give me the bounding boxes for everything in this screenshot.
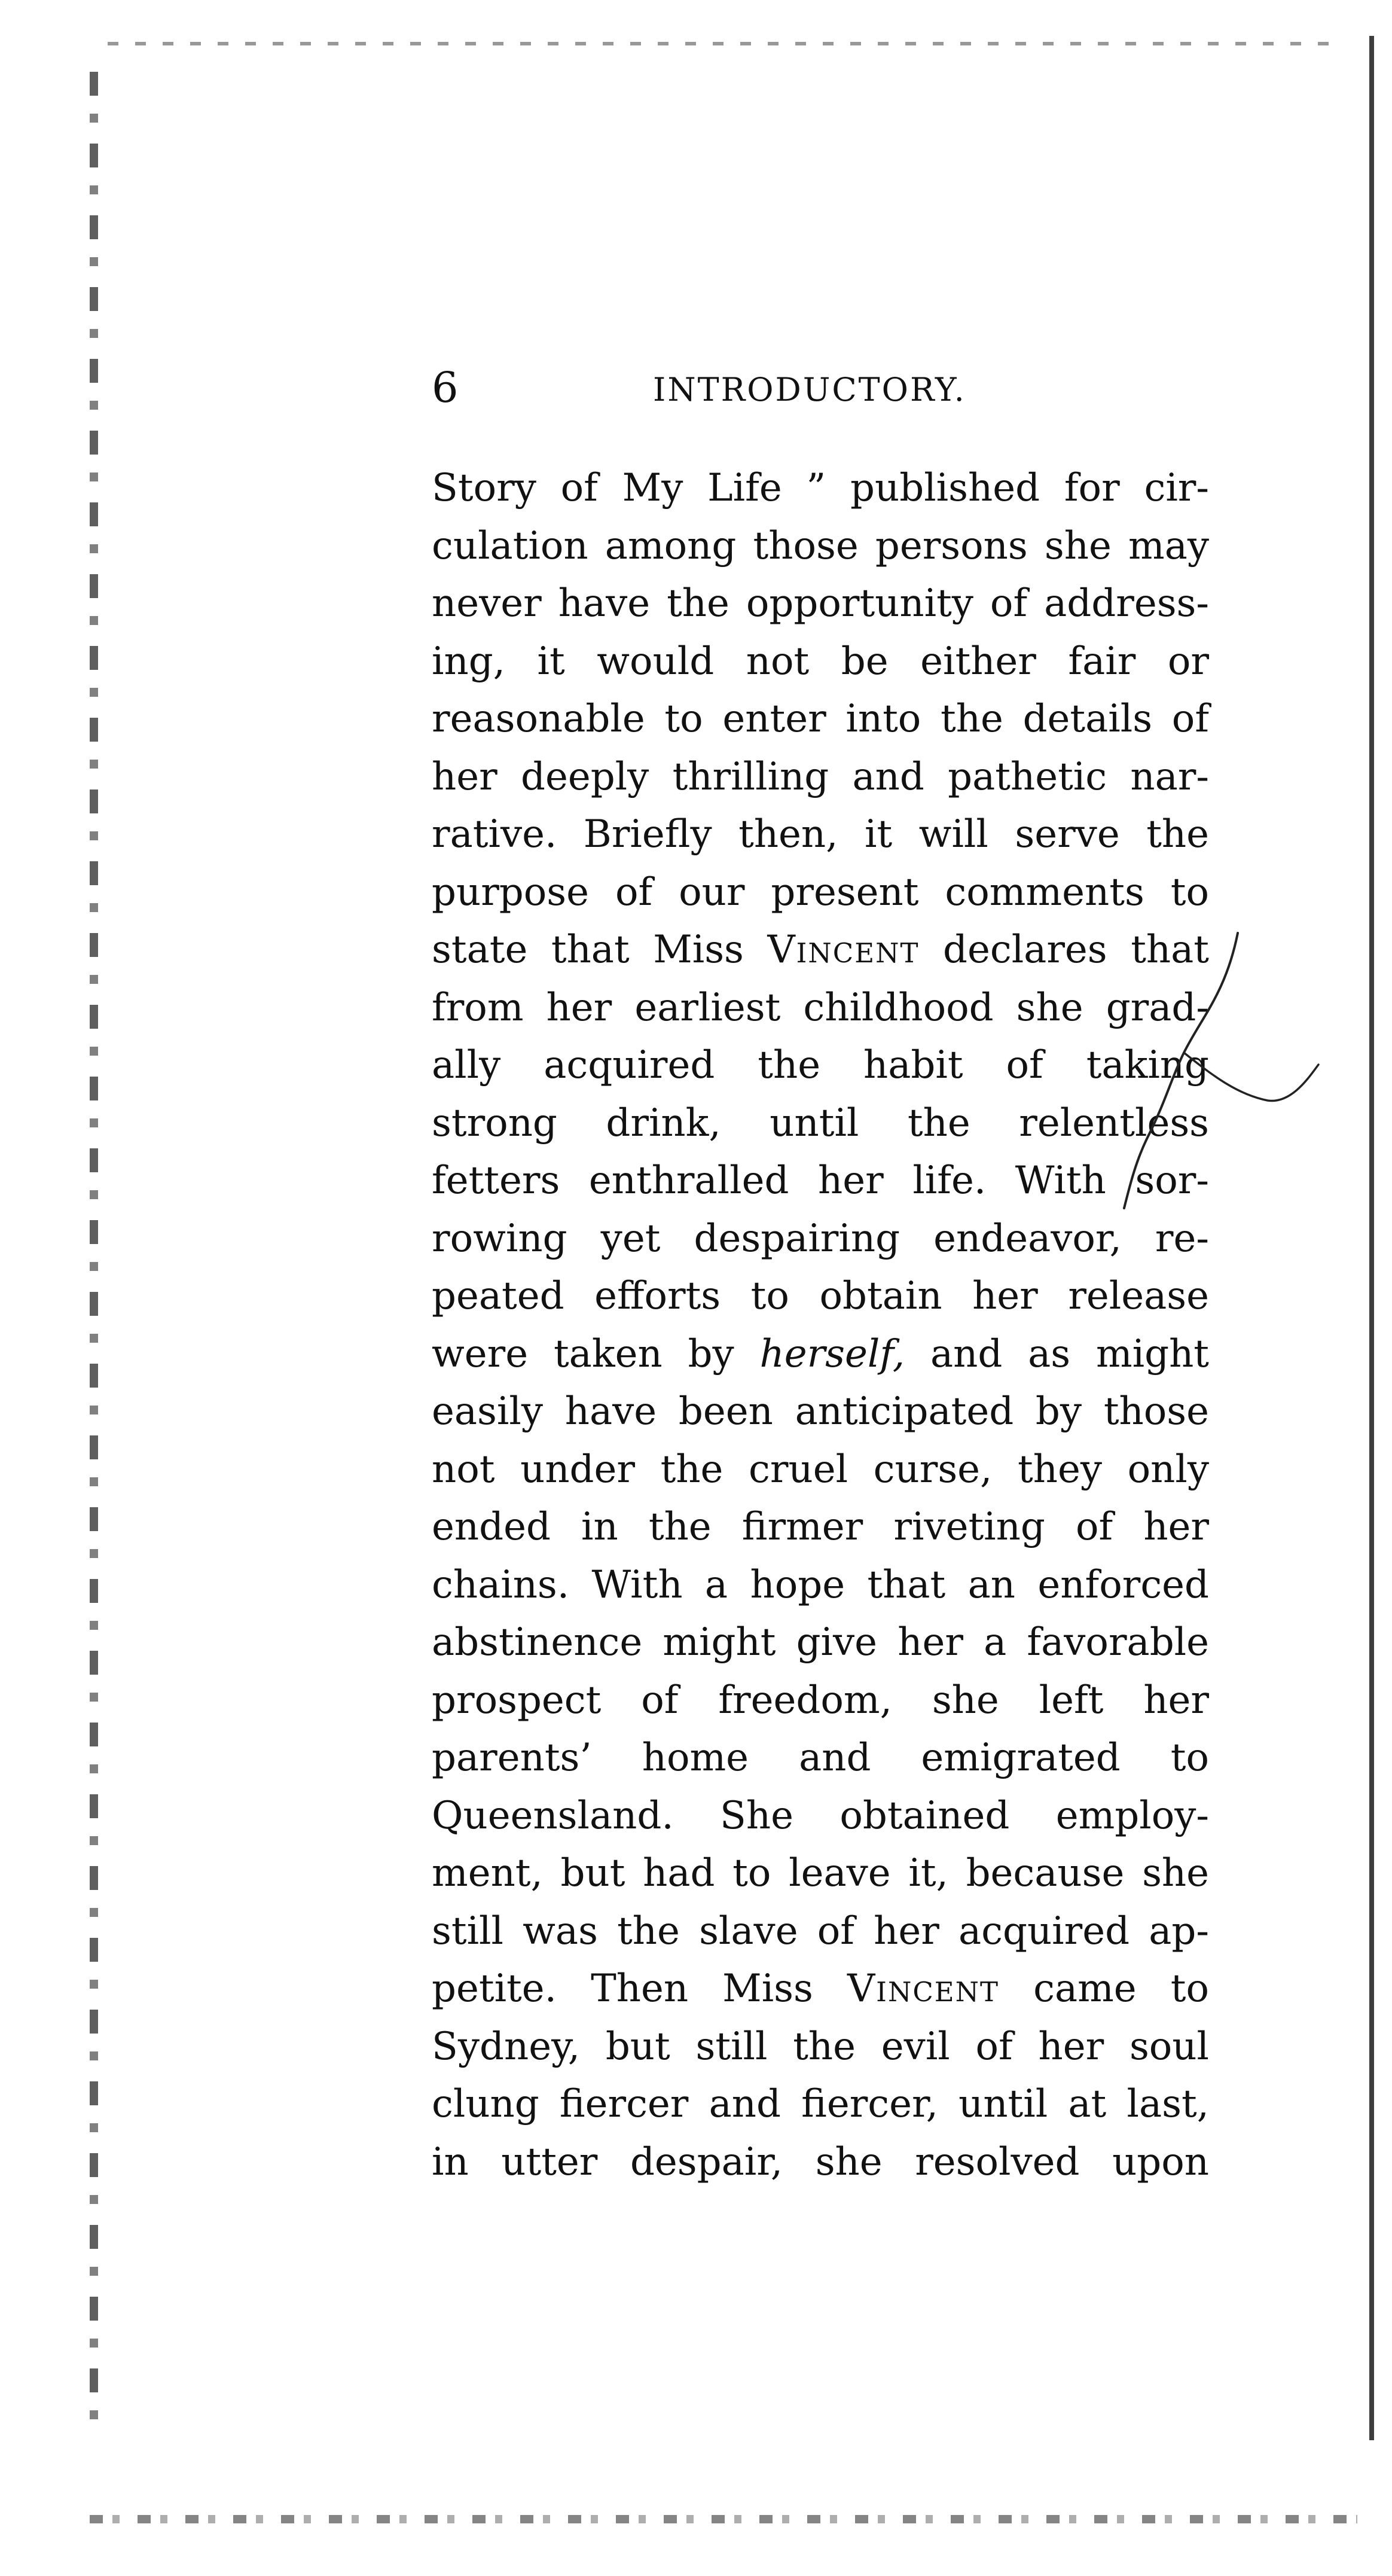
text-line: ally acquired the habit of taking — [432, 1043, 1209, 1087]
text-line: in utter despair, she resolved upon — [432, 2139, 1209, 2184]
text-line: Story of My Life ” published for cir- — [432, 466, 1209, 510]
text-run: state that Miss — [432, 928, 768, 972]
text-run: petite. Then Miss — [432, 1967, 847, 2011]
text-line — [432, 1325, 1209, 1383]
text-line: abstinence might give her a favorable — [432, 1620, 1209, 1665]
page-edge-left — [90, 72, 98, 2440]
small-caps-name: Vincent — [847, 1967, 999, 2011]
text-line: rative. Briefly then, it will serve the — [432, 812, 1209, 856]
page-edge-right — [1369, 36, 1374, 2440]
page-number: 6 — [432, 363, 459, 412]
text-line: ended in the firmer riveting of her — [432, 1505, 1209, 1549]
text-line: still was the slave of her acquired ap- — [432, 1909, 1209, 1953]
text-line: never have the opportunity of address- — [432, 581, 1209, 626]
text-line: clung fiercer and fiercer, until at last, — [432, 2082, 1209, 2126]
text-line: purpose of our present comments to — [432, 870, 1209, 914]
text-line — [432, 1960, 1209, 2018]
text-line: rowing yet despairing endeavor, re- — [432, 1216, 1209, 1261]
text-run: declares that — [919, 928, 1210, 972]
small-caps-name: Vincent — [767, 928, 920, 972]
italic-word: herself, — [759, 1331, 905, 1376]
text-line: peated efforts to obtain her release — [432, 1274, 1209, 1318]
text-run: came to — [999, 1967, 1210, 2011]
text-line: parents’ home and emigrated to — [432, 1736, 1209, 1780]
text-line: fetters enthralled her life. With sor- — [432, 1159, 1209, 1203]
text-line: culation among those persons she may — [432, 523, 1209, 568]
running-head: INTRODUCTORY. — [653, 371, 966, 408]
text-line: prospect of freedom, she left her — [432, 1678, 1209, 1723]
text-line: easily have been anticipated by those — [432, 1389, 1209, 1434]
text-run: were taken by — [432, 1331, 760, 1376]
text-line: from her earliest childhood she grad- — [432, 985, 1209, 1030]
text-line: reasonable to enter into the details of — [432, 697, 1209, 741]
text-line: ment, but had to leave it, because she — [432, 1851, 1209, 1895]
text-line: Sydney, but still the evil of her soul — [432, 2024, 1209, 2069]
text-run: and as might — [905, 1331, 1209, 1376]
text-line: not under the cruel curse, they only — [432, 1447, 1209, 1492]
pencil-mark-icon — [987, 921, 1321, 1220]
page-edge-top — [108, 42, 1339, 45]
text-line: ing, it would not be either fair or — [432, 639, 1209, 684]
body-text — [432, 459, 1209, 2191]
text-line: her deeply thrilling and pathetic nar- — [432, 754, 1209, 799]
page-edge-bottom — [90, 2515, 1357, 2523]
page-header — [432, 358, 1209, 417]
text-line: strong drink, until the relentless — [432, 1100, 1209, 1145]
text-line: chains. With a hope that an enforced — [432, 1562, 1209, 1607]
text-line: Queensland. She obtained employ- — [432, 1793, 1209, 1838]
